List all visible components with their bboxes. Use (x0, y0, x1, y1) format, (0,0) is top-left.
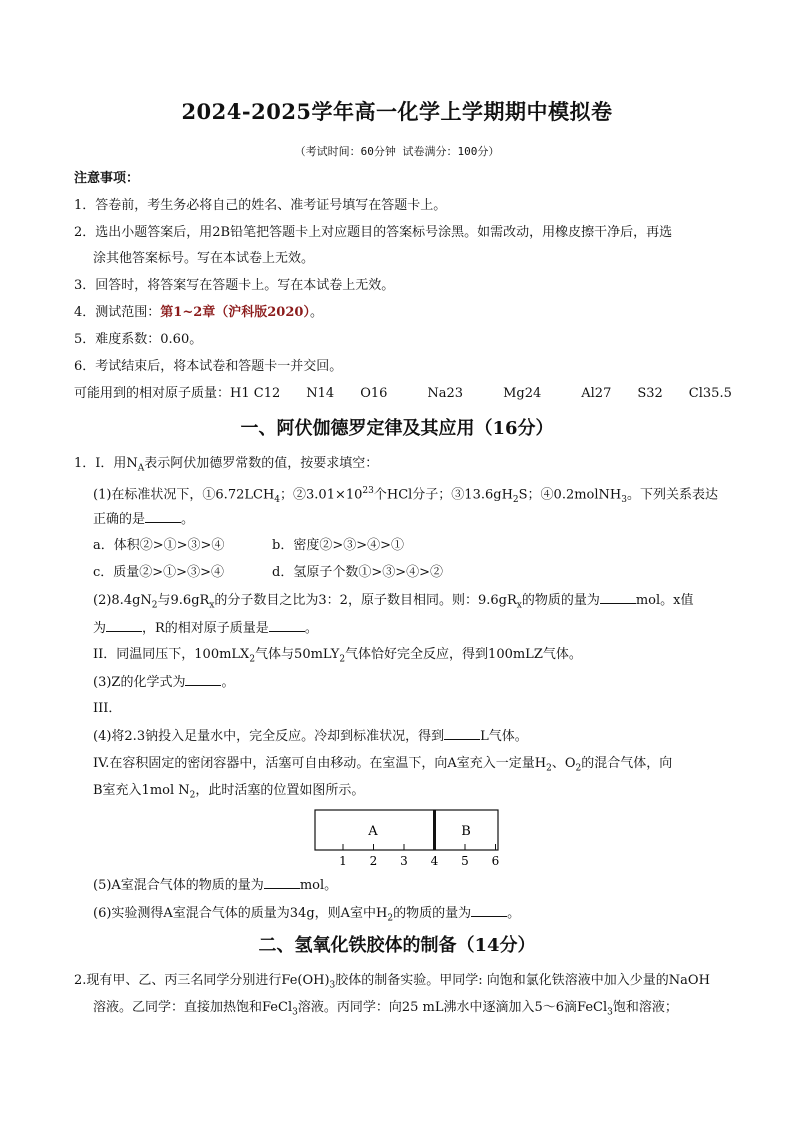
q1-part2-cont (93, 619, 318, 638)
answer-blank[interactable] (264, 876, 300, 889)
q1-ii-a: II．同温同压下，100mLX (93, 647, 250, 662)
q1-p1-a: (1)在标准状况下，①6.72LCH (93, 487, 275, 503)
note-3: 3．回答时，将答案写在答题卡上。写在本试卷上无效。 (74, 278, 395, 293)
note-4 (74, 304, 323, 322)
q1-iv-b-sub: 2 (575, 763, 582, 774)
q1-p4-a: (4)将2.3钠投入足量水中，完全反应。冷却到标准状况，得到 (93, 729, 445, 744)
notes-heading: 注意事项： (74, 171, 140, 186)
q1-part3 (93, 673, 234, 692)
atomic-masses (74, 385, 732, 403)
answer-blank[interactable] (106, 619, 142, 632)
q1-section-iv-cont (93, 782, 364, 805)
scale-tick-label: 1 (339, 854, 347, 868)
answer-blank[interactable] (145, 510, 181, 523)
q1-p2-b-sub: x (209, 600, 215, 611)
q1-p3-a: (3)Z的化学式为 (93, 675, 186, 690)
q2b-c: 饱和溶液； (612, 1000, 678, 1015)
mass-o: O16 (360, 386, 388, 401)
q1-p5-a: (5)A室混合气体的物质的量为 (93, 878, 264, 893)
q1-part6 (93, 904, 520, 928)
scale-tick-label: 3 (400, 854, 408, 868)
mass-mg: Mg24 (503, 386, 542, 401)
scale-ticks (339, 844, 499, 868)
piston-container-figure (314, 809, 514, 875)
q1-p2-a-sub: 2 (151, 600, 158, 611)
q1-part1-cont (93, 510, 194, 529)
q1-intro (74, 455, 378, 478)
q1-p2-b: 与9.6gR (157, 593, 210, 608)
q1-part4 (93, 727, 528, 746)
answer-blank[interactable] (185, 673, 221, 686)
q2a-a: 2.现有甲、乙、丙三名同学分别进行Fe(OH) (74, 973, 330, 988)
q2-line-1 (74, 972, 710, 995)
q1-ii-a-sub: 2 (249, 654, 256, 665)
scale-tick-label: 6 (491, 854, 500, 868)
q1-p1b-end: 。 (181, 512, 195, 527)
q1-p1-d: S；④0.2molNH (518, 487, 622, 503)
answer-blank[interactable] (600, 591, 636, 604)
q1-p2-a: (2)8.4gN (93, 593, 152, 608)
q2b-a: 溶液。乙同学：直接加热饱和FeCl (93, 1000, 293, 1015)
q1-p1-e: 。下列关系表达 (626, 487, 718, 503)
q2a-a-sub: 3 (329, 980, 336, 991)
chamber-b-label: B (461, 824, 471, 839)
q1-section-iii: III． (93, 701, 122, 716)
q1-p1-b-sup: 23 (362, 486, 374, 496)
note-1: 1．答卷前，考生务必将自己的姓名、准考证号填写在答题卡上。 (74, 198, 447, 213)
exam-info: （考试时间：60分钟 试卷满分：100分） (294, 145, 500, 158)
q1-p2-c: 的分子数目之比为3：2，原子数目相同。则：9.6gR (214, 593, 517, 608)
option-d: d．氢原子个数①>③>④>② (272, 565, 443, 580)
q1-p1-d-sub: 3 (621, 494, 627, 505)
note-2: 2．选出小题答案后，用2B铅笔把答题卡上对应题目的答案标号涂黑。如需改动，用橡皮擦干净后，再选 (74, 225, 673, 240)
note-5: 5．难度系数：0.60。 (74, 332, 203, 347)
q1-iv-b: 、O (551, 756, 576, 771)
chamber-a-label: A (368, 824, 378, 839)
q1-section-iv (93, 755, 672, 778)
q1-p6-a-sub: 2 (387, 913, 394, 924)
note-6: 6．考试结束后，将本试卷和答题卡一并交回。 (74, 359, 343, 374)
q1-ii-c: 气体恰好完全反应，得到100mLZ气体。 (345, 647, 582, 662)
q1-intro-sub: A (137, 463, 145, 474)
q2b-b-sub: 3 (607, 1007, 613, 1018)
answer-blank[interactable] (471, 904, 507, 917)
q1-part1 (93, 482, 718, 509)
q1-p1-c-sub: 2 (512, 494, 519, 505)
q1-p1-c: 个HCl分子；③13.6gH (373, 487, 513, 503)
scale-tick-label: 5 (461, 854, 469, 868)
scale-tick-label: 2 (369, 854, 378, 868)
q2b-a-sub: 3 (292, 1007, 298, 1018)
option-b: b．密度②>③>④>① (272, 538, 404, 553)
q1-intro-rest: 表示阿伏加德罗常数的值，按要求填空： (144, 456, 379, 471)
q1-p2-d: 的物质的量为 (521, 593, 600, 608)
q1-ii-b: 气体与50mLY (255, 647, 340, 662)
q1-p1b-text: 正确的是 (93, 512, 146, 527)
q1-p1-a-sub: 4 (274, 494, 281, 505)
mass-na: Na23 (427, 386, 464, 401)
mass-h: H1 (230, 386, 250, 401)
answer-blank[interactable] (269, 619, 305, 632)
q1-p2b-a: 为 (93, 621, 107, 636)
option-c: c．质量②>①>③>④ (93, 565, 224, 580)
page-title: 2024-2025学年高一化学上学期期中模拟卷 (181, 99, 613, 124)
answer-blank[interactable] (444, 727, 480, 740)
q1-part5 (93, 876, 337, 895)
piston-diagram (314, 809, 514, 871)
q1-p6-a: (6)实验测得A室混合气体的质量为34g，则A室中H (93, 906, 388, 921)
q2b-b: 溶液。丙同学：向25 mL沸水中逐滴加入5～6滴FeCl (297, 1000, 608, 1015)
q1-iv-a-sub: 2 (546, 763, 552, 774)
note-2-cont: 涂其他答案标号。写在本试卷上无效。 (93, 251, 315, 266)
q1-p4-b: L气体。 (480, 729, 528, 744)
q1-p2b-b: ，R的相对原子质量是 (142, 621, 269, 636)
q1-iv-c: 的混合气体，向 (581, 756, 673, 771)
q1-part2 (93, 591, 693, 615)
q2-line-2 (93, 999, 678, 1022)
scale-tick-label: 4 (430, 854, 439, 868)
mass-al: Al27 (581, 386, 612, 401)
mass-cl: Cl35.5 (688, 386, 732, 401)
q1-iv2-a-sub: 2 (189, 790, 196, 801)
q1-p5-b: mol。 (299, 878, 338, 893)
q1-iv-a: IV.在容积固定的密闭容器中，活塞可自由移动。在室温下，向A室充入一定量H (93, 756, 547, 771)
section-2-title: 二、氢氧化铁胶体的制备（14分） (258, 935, 536, 956)
atomic-masses-label: 可能用到的相对原子质量： (74, 386, 231, 401)
q1-intro-text: 1．I．用N (74, 456, 138, 471)
q1-iv2-a: B室充入1mol N (93, 783, 190, 798)
q1-p2-e: mol。x值 (635, 593, 694, 608)
q1-iv2-b: ，此时活塞的位置如图所示。 (195, 783, 365, 798)
mass-n: N14 (306, 386, 335, 401)
section-1-title: 一、阿伏伽德罗定律及其应用（16分） (240, 418, 554, 439)
mass-c: C12 (253, 386, 281, 401)
q1-ii-b-sub: 2 (339, 654, 346, 665)
q1-section-ii (93, 646, 582, 669)
test-range: 第1~2章（沪科版2020） (160, 305, 310, 320)
q1-p3-b: 。 (221, 675, 235, 690)
q2a-b: 胶体的制备实验。甲同学: 向饱和氯化铁溶液中加入少量的NaOH (335, 973, 710, 988)
q1-p6-c: 。 (507, 906, 521, 921)
q1-p2-c-sub: x (516, 600, 522, 611)
q1-p1-b: ；②3.01×10 (280, 487, 363, 503)
option-a: a．体积②>①>③>④ (93, 538, 225, 553)
mass-s: S32 (637, 386, 663, 401)
q1-p6-b: 的物质的量为 (393, 906, 472, 921)
note-4-prefix: 4．测试范围： (74, 305, 161, 320)
note-4-suffix: 。 (309, 305, 323, 320)
q1-p2b-c: 。 (304, 621, 318, 636)
